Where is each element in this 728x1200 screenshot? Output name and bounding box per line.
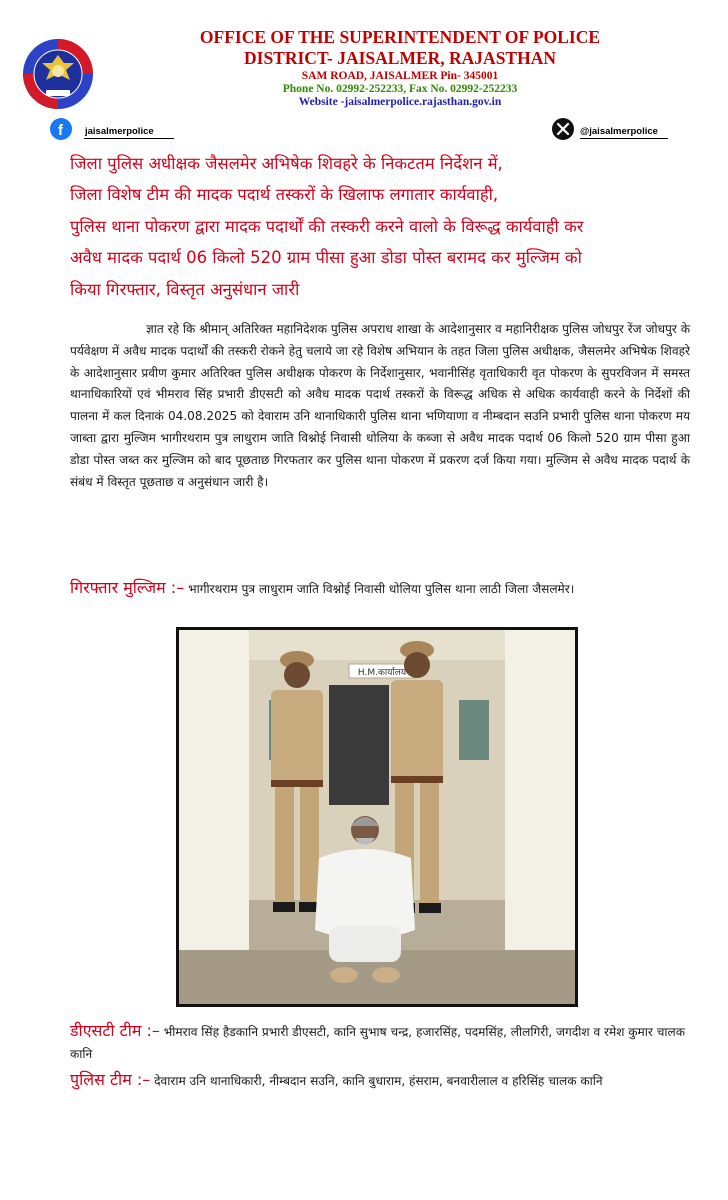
facebook-icon <box>50 118 72 140</box>
office-phone: Phone No. 02992-252233, Fax No. 02992-252233 <box>282 83 518 95</box>
headline-line: अवैध मादक पदार्थ 06 किलो 520 ग्राम पीसा हुआ डोडा पोस्त बरामद कर मुल्जिम को <box>70 248 582 268</box>
office-website[interactable]: Website -jaisalmerpolice.rajasthan.gov.in <box>298 96 502 108</box>
arrested-text: भागीरथराम पुत्र लाधुराम जाति विश्नोई निवासी धोलिया पुलिस थाना लाठी जिला जैसलमेर। <box>188 582 575 596</box>
headline-block <box>70 148 710 305</box>
facebook-underline <box>84 138 174 139</box>
x-underline <box>580 138 668 139</box>
police-team <box>70 1069 690 1093</box>
facebook-handle: jaisalmerpolice <box>85 126 154 137</box>
headline-line: पुलिस थाना पोकरण द्वारा मादक पदार्थों की तस्करी करने वालो के विरूद्ध कार्यवाही कर <box>70 216 584 236</box>
dst-team <box>70 1020 690 1065</box>
headline-line: जिला विशेष टीम की मादक पदार्थ तस्करों के खिलाफ लगातार कार्यवाही, <box>70 185 499 205</box>
police-team-label: पुलिस टीम :– <box>70 1070 151 1089</box>
office-sign-text: H.M.कार्यालय <box>357 668 407 678</box>
svg-text:f: f <box>58 122 63 139</box>
x-handle: @jaisalmerpolice <box>580 126 658 137</box>
press-body-paragraph <box>70 319 690 493</box>
office-title: OFFICE OF THE SUPERINTENDENT OF POLICE <box>199 27 601 47</box>
dst-team-text: भीमराव सिंह हैडकानि प्रभारी डीएसटी, कानि सुभाष चन्द्र, हजारसिंह, पदमसिंह, लीलगिरी, जगदीश व रमेश कुमार चालक कानि <box>70 1025 686 1061</box>
police-team-text: देवाराम उनि थानाधिकारी, नीम्बदान सउनि, कानि बुधाराम, हंसराम, बनवारीलाल व हरिसिंह चालक कानि <box>154 1074 603 1088</box>
office-address: SAM ROAD, JAISALMER Pin- 345001 <box>301 70 499 82</box>
dst-team-label: डीएसटी टीम :– <box>70 1021 160 1040</box>
arrest-photo <box>176 627 578 1007</box>
headline-line: जिला पुलिस अधीक्षक जैसलमेर अभिषेक शिवहरे के निकटतम निर्देशन में, <box>70 154 503 173</box>
press-body-text: ज्ञात रहे कि श्रीमान् अतिरिक्त महानिदेशक पुलिस अपराध शाखा के आदेशानुसार व महानिरीक्षक पुलिस जोधपुर रेंज जोधपुर के पर्यवेक्षण में अवैध मादक पदार्थों की तस्करी रोकने हेतु चलाये जा रहे विशेष अभियान के तहत जिला पुलिस अधीक्षक, जैसलमेर अभिषेक शिवहरे के आदेशानुसार प्रवीण कुमार अतिरिक्त पुलिस अधीक्षक पोकरण के निर्देशानुसार, भवानीसिंह वृताधिकारी वृत पोकरण के सुपरविजन में समस्त थानाधिकारियों एवं भीमराव सिंह प्रभारी डीएसटी को अवैध मादक पदार्थ तस्करों के विरूद्ध अधिक से अधिक कार्यवाही करने के निर्देशों की पालना में कल दिनाकं 04.08.2025 को देवाराम उनि थानाधिकारी पुलिस थाना भणियाणा व नीम्बदान सउनि प्रभारी पुलिस थाना पोकरण मय जाब्ता द्वारा मुल्जिम भागीरथराम पुत्र लाधुराम जाति विश्नोई निवासी धोलिया के कब्जा से अवैध मादक पदार्थ 06 किलो 520 ग्राम पीसा हुआ डोडा पोस्त जब्त कर मुल्जिम को बाद पूछताछ गिरफतार कर पुलिस थाना पोकरण में प्रकरण दर्ज किया गया। मुल्जिम से अवैध मादक पदार्थ के संबंध में विस्तृत पूछताछ व अनुसंधान जारी है। <box>70 322 690 489</box>
arrested-accused <box>70 577 690 601</box>
x-icon <box>552 118 574 140</box>
district-title: DISTRICT- JAISALMER, RAJASTHAN <box>244 48 556 68</box>
rajasthan-police-logo <box>22 38 94 110</box>
headline-line: किया गिरफ्तार, विस्तृत अनुसंधान जारी <box>70 279 300 299</box>
arrested-label: गिरफ्तार मुल्जिम :– <box>70 578 185 597</box>
